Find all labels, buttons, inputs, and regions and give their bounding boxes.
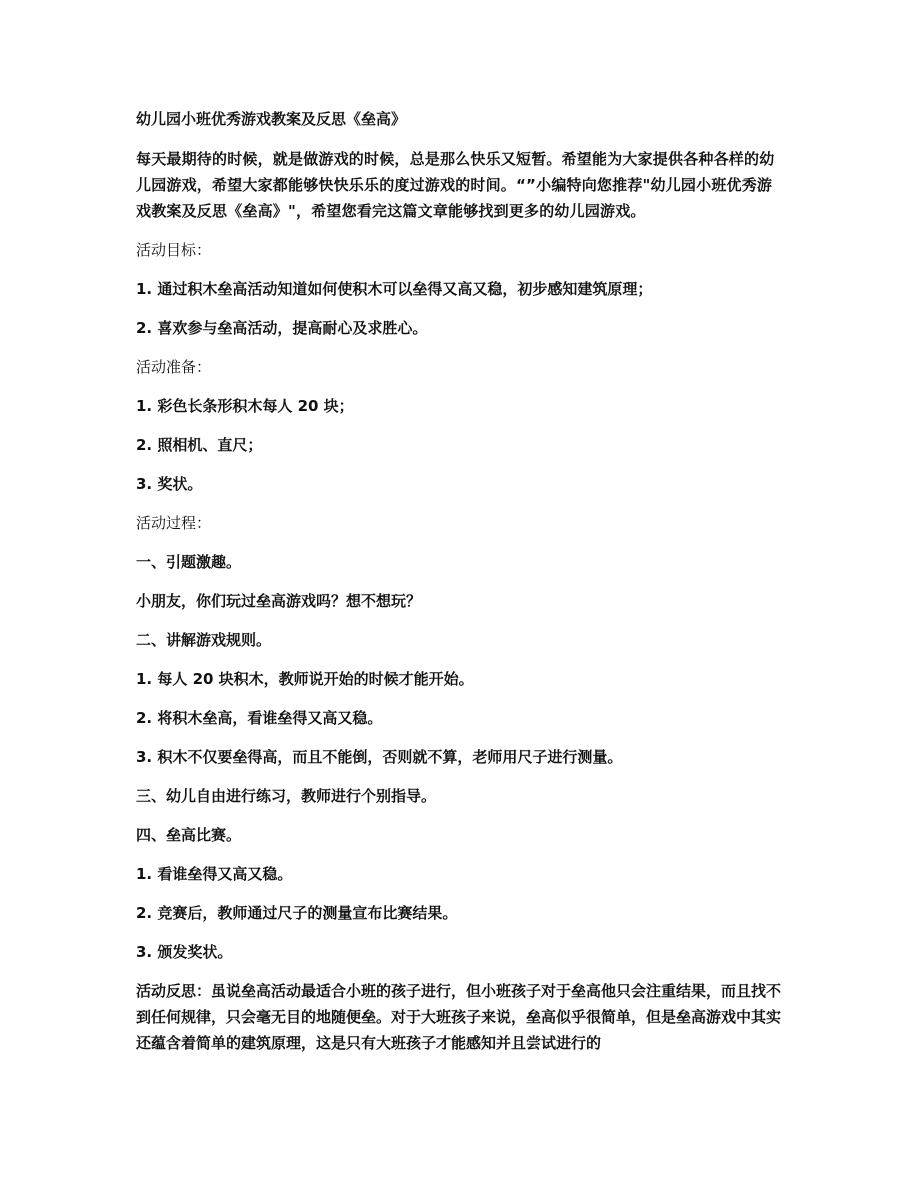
prep-item: 3. 奖状。 [136,475,203,493]
rule-item: 3. 积木不仅要垒得高，而且不能倒，否则就不算，老师用尺子进行测量。 [136,748,623,766]
prep-heading: 活动准备： [136,358,212,376]
goals-heading: 活动目标： [136,241,212,259]
contest-item: 3. 颁发奖状。 [136,943,233,961]
contest-item: 1. 看谁垒得又高又稳。 [136,865,293,883]
goal-item: 2. 喜欢参与垒高活动，提高耐心及求胜心。 [136,319,428,337]
step4-heading: 四、垒高比赛。 [136,826,242,844]
step1-text: 小朋友，你们玩过垒高游戏吗？想不想玩？ [136,592,422,610]
process-heading: 活动过程： [136,514,212,532]
prep-item: 1. 彩色长条形积木每人 20 块； [136,397,354,415]
rule-item: 1. 每人 20 块积木，教师说开始的时候才能开始。 [136,670,474,688]
reflection-paragraph: 活动反思：虽说垒高活动最适合小班的孩子进行，但小班孩子对于垒高他只会注重结果，而且找不到任何规律，只会毫无目的地随便垒。对于大班孩子来说，垒高似乎很简单，但是垒高游戏中其实还蕴含着简单的建筑原理，这是只有大班孩子才能感知并且尝试进行的 [136,982,782,1052]
step2-heading: 二、讲解游戏规则。 [136,631,272,649]
intro-paragraph: 每天最期待的时候，就是做游戏的时候，总是那么快乐又短暂。希望能为大家提供各种各样的幼儿园游戏，希望大家都能够快快乐乐的度过游戏的时间。“”小编特向您推荐"幼儿园小班优秀游戏教案及反思《垒高》"，希望您看完这篇文章能够找到更多的幼儿园游戏。 [136,150,775,220]
goal-item: 1. 通过积木垒高活动知道如何使积木可以垒得又高又稳，初步感知建筑原理； [136,280,653,298]
document-page [136,106,786,1069]
contest-item: 2. 竞赛后，教师通过尺子的测量宣布比赛结果。 [136,904,458,922]
step1-heading: 一、引题激趣。 [136,553,242,571]
step3-heading: 三、幼儿自由进行练习，教师进行个别指导。 [136,787,437,805]
document-title: 幼儿园小班优秀游戏教案及反思《垒高》 [136,110,407,128]
prep-item: 2. 照相机、直尺； [136,436,263,454]
rule-item: 2. 将积木垒高，看谁垒得又高又稳。 [136,709,383,727]
